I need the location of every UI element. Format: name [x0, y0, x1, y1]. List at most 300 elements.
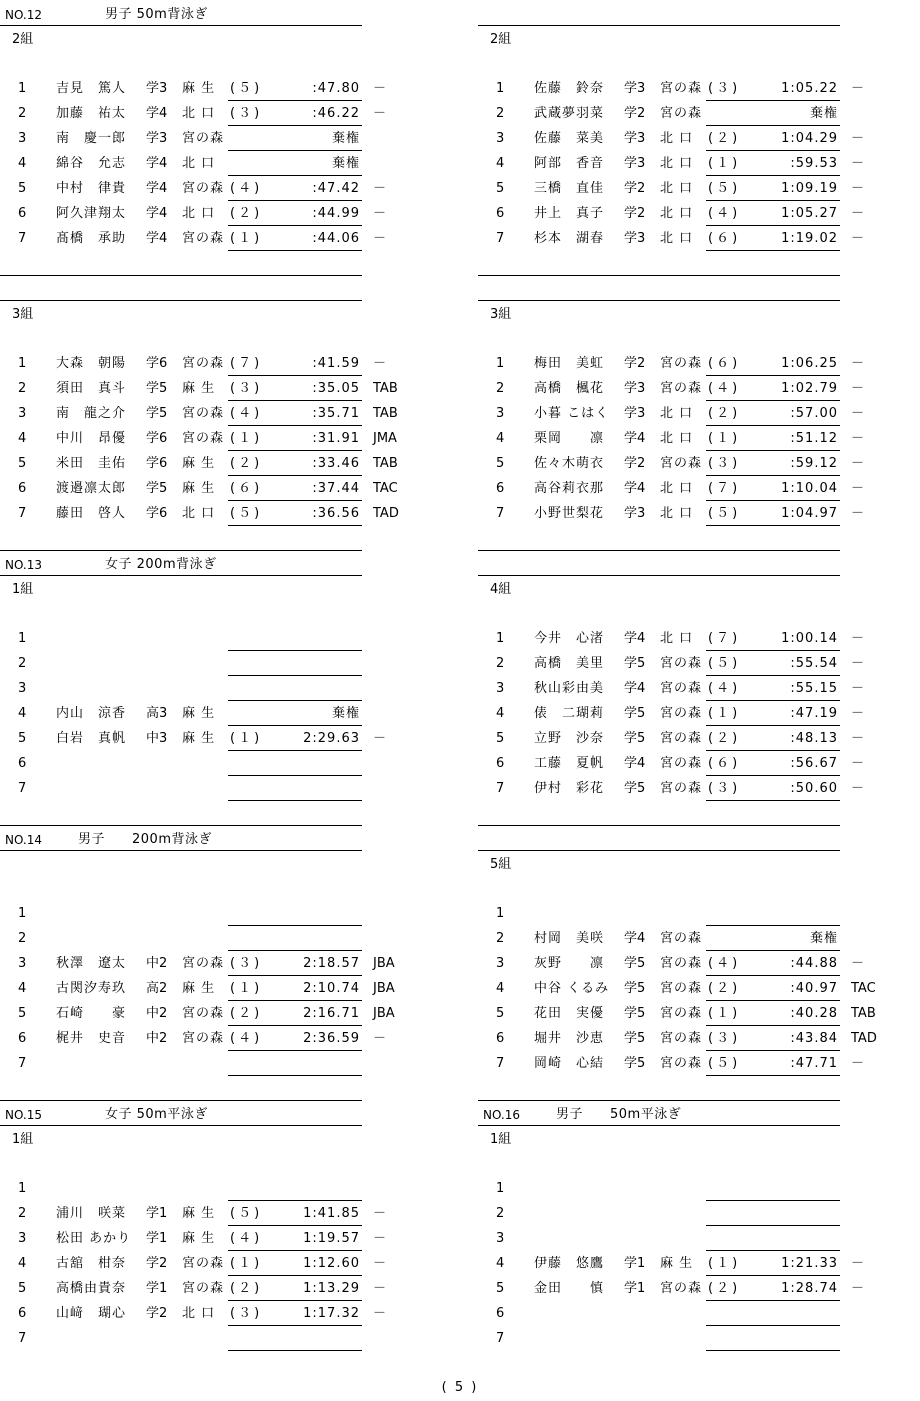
- heat-rank: (２): [230, 456, 263, 471]
- result-cell: [706, 1026, 840, 1051]
- swim-time: 1:10.04: [781, 481, 838, 496]
- grade: 中2: [146, 956, 168, 971]
- heat-label: 1組: [12, 582, 34, 597]
- team-name: 宮の森: [660, 456, 703, 471]
- lane-number: 2: [18, 1206, 27, 1221]
- team-name: 宮の森: [182, 356, 225, 371]
- lane-number: 2: [496, 106, 505, 121]
- result-row: [0, 76, 440, 101]
- team-name: 麻 生: [660, 1256, 694, 1271]
- lane-number: 1: [496, 356, 505, 371]
- result-row: [478, 1326, 918, 1351]
- grade: 学5: [624, 731, 646, 746]
- result-cell: [228, 76, 362, 101]
- heat-label: 3組: [490, 307, 512, 322]
- result-cell: [228, 1026, 362, 1051]
- record-note: TAD: [373, 506, 399, 521]
- swim-time: 1:00.14: [781, 631, 838, 646]
- team-name: 麻 生: [182, 1231, 216, 1246]
- lane-number: 5: [496, 181, 505, 196]
- team-name: 北 口: [660, 231, 694, 246]
- swim-time: :36.56: [312, 506, 360, 521]
- swimmer-name: 渡邉凛太郎: [56, 481, 127, 496]
- swimmer-name: 梶井 史音: [56, 1031, 127, 1046]
- result-cell: [228, 676, 362, 701]
- swim-time: :55.15: [790, 681, 838, 696]
- event-number: NO.14: [5, 833, 43, 847]
- swim-time: 1:04.29: [781, 131, 838, 146]
- lane-number: 1: [18, 356, 27, 371]
- grade: 学2: [624, 456, 646, 471]
- record-note: －: [851, 681, 865, 696]
- heat-rank: (１): [230, 231, 263, 246]
- grade: 学6: [146, 431, 168, 446]
- swim-time: 1:09.19: [781, 181, 838, 196]
- lane-number: 7: [18, 231, 27, 246]
- record-note: －: [851, 406, 865, 421]
- result-cell: [228, 1251, 362, 1276]
- record-note: －: [851, 206, 865, 221]
- grade: 学1: [624, 1256, 646, 1271]
- swimmer-name: 南 龍之介: [56, 406, 127, 421]
- result-row: [478, 401, 918, 426]
- record-note: －: [851, 506, 865, 521]
- lane-number: 7: [18, 781, 27, 796]
- result-row: [0, 726, 440, 751]
- lane-number: 6: [496, 1031, 505, 1046]
- result-cell: [706, 776, 840, 801]
- result-cell: [706, 676, 840, 701]
- heat-rank: (５): [708, 656, 741, 671]
- swimmer-name: 今井 心渚: [534, 631, 605, 646]
- result-row: [478, 501, 918, 526]
- grade: 学4: [624, 631, 646, 646]
- section-rule: [478, 300, 840, 301]
- result-row: [478, 1276, 918, 1301]
- team-name: 宮の森: [182, 956, 225, 971]
- lane-number: 5: [496, 1006, 505, 1021]
- swim-time: :43.84: [790, 1031, 838, 1046]
- record-note: TAC: [851, 981, 876, 996]
- result-row: [0, 101, 440, 126]
- swimmer-name: 浦川 咲菜: [56, 1206, 127, 1221]
- lane-number: 1: [496, 631, 505, 646]
- swim-time: 1:04.97: [781, 506, 838, 521]
- result-cell: [228, 351, 362, 376]
- result-cell: [706, 1201, 840, 1226]
- result-row: [0, 376, 440, 401]
- swimmer-name: 吉見 篤人: [56, 81, 127, 96]
- lane-number: 1: [18, 1181, 27, 1196]
- result-cell: [706, 726, 840, 751]
- result-cell: [228, 401, 362, 426]
- swimmer-name: 栗岡 凛: [534, 431, 605, 446]
- swim-time: :44.06: [312, 231, 360, 246]
- team-name: 宮の森: [182, 231, 225, 246]
- record-note: －: [851, 956, 865, 971]
- result-row: [0, 626, 440, 651]
- heat-rank: (２): [708, 981, 741, 996]
- result-row: [478, 926, 918, 951]
- swimmer-name: 内山 涼香: [56, 706, 127, 721]
- result-row: [478, 726, 918, 751]
- section-end-rule: [0, 1100, 362, 1101]
- swimmer-name: 髙橋 承助: [56, 231, 127, 246]
- record-note: －: [373, 181, 387, 196]
- record-note: －: [373, 81, 387, 96]
- grade: 学4: [146, 206, 168, 221]
- swimmer-name: 山﨑 瑚心: [56, 1306, 127, 1321]
- lane-number: 2: [496, 931, 505, 946]
- lane-number: 7: [496, 506, 505, 521]
- swimmer-name: 中村 律貴: [56, 181, 127, 196]
- record-note: －: [373, 1256, 387, 1271]
- result-row: [0, 776, 440, 801]
- record-note: －: [373, 1206, 387, 1221]
- swim-time: :44.88: [790, 956, 838, 971]
- result-cell: [228, 726, 362, 751]
- team-name: 宮の森: [660, 681, 703, 696]
- team-name: 北 口: [660, 431, 694, 446]
- result-cell: [228, 1001, 362, 1026]
- record-note: TAD: [851, 1031, 877, 1046]
- heat-label: 3組: [12, 307, 34, 322]
- event-number: NO.16: [483, 1108, 521, 1122]
- result-cell: [706, 1001, 840, 1026]
- result-row: [478, 226, 918, 251]
- grade: 学4: [146, 181, 168, 196]
- swimmer-name: 俵 二瑚莉: [534, 706, 605, 721]
- swimmer-name: 南 慶一郎: [56, 131, 127, 146]
- heat-rank: (２): [708, 731, 741, 746]
- swimmer-name: 高橋 美里: [534, 656, 605, 671]
- heat-rank: (４): [230, 181, 263, 196]
- event-number: NO.15: [5, 1108, 43, 1122]
- page-number: ( 5 ): [441, 1380, 479, 1395]
- heat-rank: (７): [708, 631, 741, 646]
- heat-rank: (３): [708, 81, 741, 96]
- record-note: －: [851, 456, 865, 471]
- swim-time: :47.80: [312, 81, 360, 96]
- heat-rank: (５): [708, 181, 741, 196]
- swim-time: :40.97: [790, 981, 838, 996]
- team-name: 宮の森: [660, 1281, 703, 1296]
- lane-number: 4: [18, 706, 27, 721]
- result-cell: [706, 101, 840, 126]
- result-row: [0, 1326, 440, 1351]
- result-cell: [228, 151, 362, 176]
- result-row: [478, 651, 918, 676]
- heat-rank: (６): [230, 481, 263, 496]
- heat-rank: (２): [230, 206, 263, 221]
- swim-time: :56.67: [790, 756, 838, 771]
- heat-rank: (１): [708, 1006, 741, 1021]
- lane-number: 4: [496, 431, 505, 446]
- swim-time: 棄権: [331, 156, 360, 171]
- grade: 学1: [624, 1281, 646, 1296]
- swim-time: 1:19.57: [303, 1231, 360, 1246]
- result-row: [478, 126, 918, 151]
- result-row: [0, 151, 440, 176]
- swim-time: :35.05: [312, 381, 360, 396]
- lane-number: 4: [18, 1256, 27, 1271]
- grade: 学5: [146, 481, 168, 496]
- result-row: [478, 476, 918, 501]
- heat-rank: (３): [230, 1306, 263, 1321]
- result-cell: [706, 1176, 840, 1201]
- result-cell: [228, 776, 362, 801]
- grade: 学5: [624, 1006, 646, 1021]
- lane-number: 2: [18, 656, 27, 671]
- swim-time: 棄権: [809, 106, 838, 121]
- swimmer-name: 小野世梨花: [534, 506, 605, 521]
- swimmer-name: 白岩 真帆: [56, 731, 127, 746]
- result-cell: [706, 501, 840, 526]
- grade: 学1: [146, 1231, 168, 1246]
- swimmer-name: 石崎 豪: [56, 1006, 127, 1021]
- result-cell: [706, 626, 840, 651]
- swimmer-name: 村岡 美咲: [534, 931, 605, 946]
- lane-number: 4: [496, 156, 505, 171]
- lane-number: 5: [18, 1006, 27, 1021]
- event-title: 男子 50m平泳ぎ: [556, 1107, 682, 1122]
- result-row: [478, 1301, 918, 1326]
- grade: 学5: [624, 1031, 646, 1046]
- lane-number: 2: [496, 656, 505, 671]
- result-cell: [228, 1301, 362, 1326]
- result-cell: [706, 351, 840, 376]
- swim-time: :40.28: [790, 1006, 838, 1021]
- swim-time: 棄権: [331, 131, 360, 146]
- record-note: －: [373, 1306, 387, 1321]
- team-name: 北 口: [660, 181, 694, 196]
- swimmer-name: 秋澤 遼太: [56, 956, 127, 971]
- result-row: [478, 451, 918, 476]
- swimmer-name: 花田 実優: [534, 1006, 605, 1021]
- team-name: 宮の森: [660, 356, 703, 371]
- result-row: [478, 201, 918, 226]
- grade: 学6: [146, 456, 168, 471]
- swim-time: 棄権: [331, 706, 360, 721]
- lane-number: 3: [496, 406, 505, 421]
- result-cell: [706, 126, 840, 151]
- team-name: 宮の森: [660, 106, 703, 121]
- result-row: [0, 426, 440, 451]
- result-cell: [706, 376, 840, 401]
- heat-rank: (５): [708, 1056, 741, 1071]
- lane-number: 5: [496, 456, 505, 471]
- event-title: 女子 50m平泳ぎ: [105, 1107, 208, 1122]
- result-cell: [706, 701, 840, 726]
- heat-rank: (５): [230, 1206, 263, 1221]
- lane-number: 3: [496, 956, 505, 971]
- result-row: [0, 676, 440, 701]
- grade: 学5: [146, 381, 168, 396]
- record-note: －: [373, 231, 387, 246]
- grade: 学1: [146, 1281, 168, 1296]
- lane-number: 4: [496, 1256, 505, 1271]
- result-row: [0, 1051, 440, 1076]
- grade: 学3: [624, 156, 646, 171]
- team-name: 宮の森: [182, 131, 225, 146]
- record-note: TAB: [373, 456, 398, 471]
- heat-rank: (４): [708, 381, 741, 396]
- team-name: 北 口: [660, 631, 694, 646]
- swimmer-name: 藤田 啓人: [56, 506, 127, 521]
- swimmer-name: 古舘 柑奈: [56, 1256, 127, 1271]
- result-cell: [706, 1251, 840, 1276]
- swimmer-name: 佐々木萌衣: [534, 456, 605, 471]
- section-rule: [478, 850, 840, 851]
- heat-rank: (２): [708, 131, 741, 146]
- lane-number: 6: [18, 481, 27, 496]
- swim-time: 1:05.27: [781, 206, 838, 221]
- result-row: [0, 476, 440, 501]
- heat-rank: (６): [708, 231, 741, 246]
- lane-number: 3: [496, 681, 505, 696]
- team-name: 北 口: [660, 131, 694, 146]
- heat-rank: (１): [230, 1256, 263, 1271]
- team-name: 宮の森: [182, 1281, 225, 1296]
- team-name: 宮の森: [182, 181, 225, 196]
- swim-time: 1:02.79: [781, 381, 838, 396]
- lane-number: 1: [18, 631, 27, 646]
- result-cell: [706, 951, 840, 976]
- swim-time: :46.22: [312, 106, 360, 121]
- team-name: 宮の森: [660, 931, 703, 946]
- swim-time: 2:29.63: [303, 731, 360, 746]
- result-row: [0, 401, 440, 426]
- record-note: －: [851, 656, 865, 671]
- team-name: 宮の森: [660, 381, 703, 396]
- swim-time: :48.13: [790, 731, 838, 746]
- swimmer-name: 加藤 祐太: [56, 106, 127, 121]
- lane-number: 2: [496, 1206, 505, 1221]
- heat-rank: (４): [708, 956, 741, 971]
- result-cell: [228, 101, 362, 126]
- result-cell: [228, 1326, 362, 1351]
- swimmer-name: 綿谷 允志: [56, 156, 127, 171]
- heat-label: 2組: [12, 32, 34, 47]
- result-row: [478, 1201, 918, 1226]
- result-row: [0, 1226, 440, 1251]
- team-name: 宮の森: [660, 81, 703, 96]
- grade: 学2: [146, 1306, 168, 1321]
- record-note: －: [851, 631, 865, 646]
- swimmer-name: 立野 沙奈: [534, 731, 605, 746]
- team-name: 北 口: [660, 406, 694, 421]
- heat-rank: (６): [708, 756, 741, 771]
- heat-rank: (３): [230, 106, 263, 121]
- lane-number: 4: [496, 706, 505, 721]
- grade: 学3: [624, 81, 646, 96]
- swim-time: :55.54: [790, 656, 838, 671]
- lane-number: 2: [496, 381, 505, 396]
- lane-number: 7: [18, 506, 27, 521]
- grade: 学2: [624, 181, 646, 196]
- swim-time: :35.71: [312, 406, 360, 421]
- swimmer-name: 高谷莉衣那: [534, 481, 605, 496]
- heat-rank: (１): [708, 1256, 741, 1271]
- team-name: 麻 生: [182, 381, 216, 396]
- lane-number: 3: [496, 1231, 505, 1246]
- team-name: 宮の森: [660, 1056, 703, 1071]
- grade: 中3: [146, 731, 168, 746]
- record-note: －: [851, 1281, 865, 1296]
- record-note: JBA: [373, 956, 395, 971]
- result-cell: [228, 1226, 362, 1251]
- lane-number: 3: [18, 956, 27, 971]
- grade: 学5: [146, 406, 168, 421]
- result-cell: [706, 926, 840, 951]
- result-cell: [706, 401, 840, 426]
- result-row: [0, 351, 440, 376]
- result-row: [0, 1251, 440, 1276]
- record-note: －: [373, 1281, 387, 1296]
- record-note: －: [851, 156, 865, 171]
- team-name: 宮の森: [660, 981, 703, 996]
- lane-number: 5: [496, 731, 505, 746]
- grade: 高3: [146, 706, 168, 721]
- result-cell: [706, 176, 840, 201]
- heat-rank: (５): [230, 506, 263, 521]
- lane-number: 5: [18, 1281, 27, 1296]
- result-row: [0, 176, 440, 201]
- grade: 学6: [146, 356, 168, 371]
- swim-time: :57.00: [790, 406, 838, 421]
- heat-rank: (５): [230, 81, 263, 96]
- result-cell: [706, 226, 840, 251]
- result-cell: [228, 176, 362, 201]
- swimmer-name: 秋山彩由美: [534, 681, 605, 696]
- team-name: 宮の森: [660, 1031, 703, 1046]
- result-row: [478, 901, 918, 926]
- grade: 学4: [624, 681, 646, 696]
- result-row: [478, 1176, 918, 1201]
- heat-rank: (４): [230, 1231, 263, 1246]
- result-row: [0, 1301, 440, 1326]
- grade: 高2: [146, 981, 168, 996]
- team-name: 宮の森: [660, 656, 703, 671]
- record-note: －: [851, 781, 865, 796]
- record-note: －: [851, 431, 865, 446]
- lane-number: 1: [18, 81, 27, 96]
- result-row: [478, 951, 918, 976]
- result-cell: [706, 901, 840, 926]
- record-note: TAB: [373, 381, 398, 396]
- result-row: [478, 76, 918, 101]
- swimmer-name: 松田 あかり: [56, 1231, 132, 1246]
- result-cell: [706, 976, 840, 1001]
- heat-rank: (１): [708, 431, 741, 446]
- swimmer-name: 杉本 湖春: [534, 231, 605, 246]
- heat-label: 1組: [12, 1132, 34, 1147]
- grade: 学3: [146, 81, 168, 96]
- lane-number: 6: [496, 756, 505, 771]
- lane-number: 2: [18, 381, 27, 396]
- record-note: －: [851, 756, 865, 771]
- swim-time: :47.42: [312, 181, 360, 196]
- lane-number: 5: [18, 456, 27, 471]
- lane-number: 3: [18, 406, 27, 421]
- grade: 学3: [624, 231, 646, 246]
- lane-number: 7: [496, 1331, 505, 1346]
- swim-time: 2:16.71: [303, 1006, 360, 1021]
- swim-time: 1:06.25: [781, 356, 838, 371]
- team-name: 麻 生: [182, 1206, 216, 1221]
- swimmer-name: 高橋 楓花: [534, 381, 605, 396]
- result-row: [478, 176, 918, 201]
